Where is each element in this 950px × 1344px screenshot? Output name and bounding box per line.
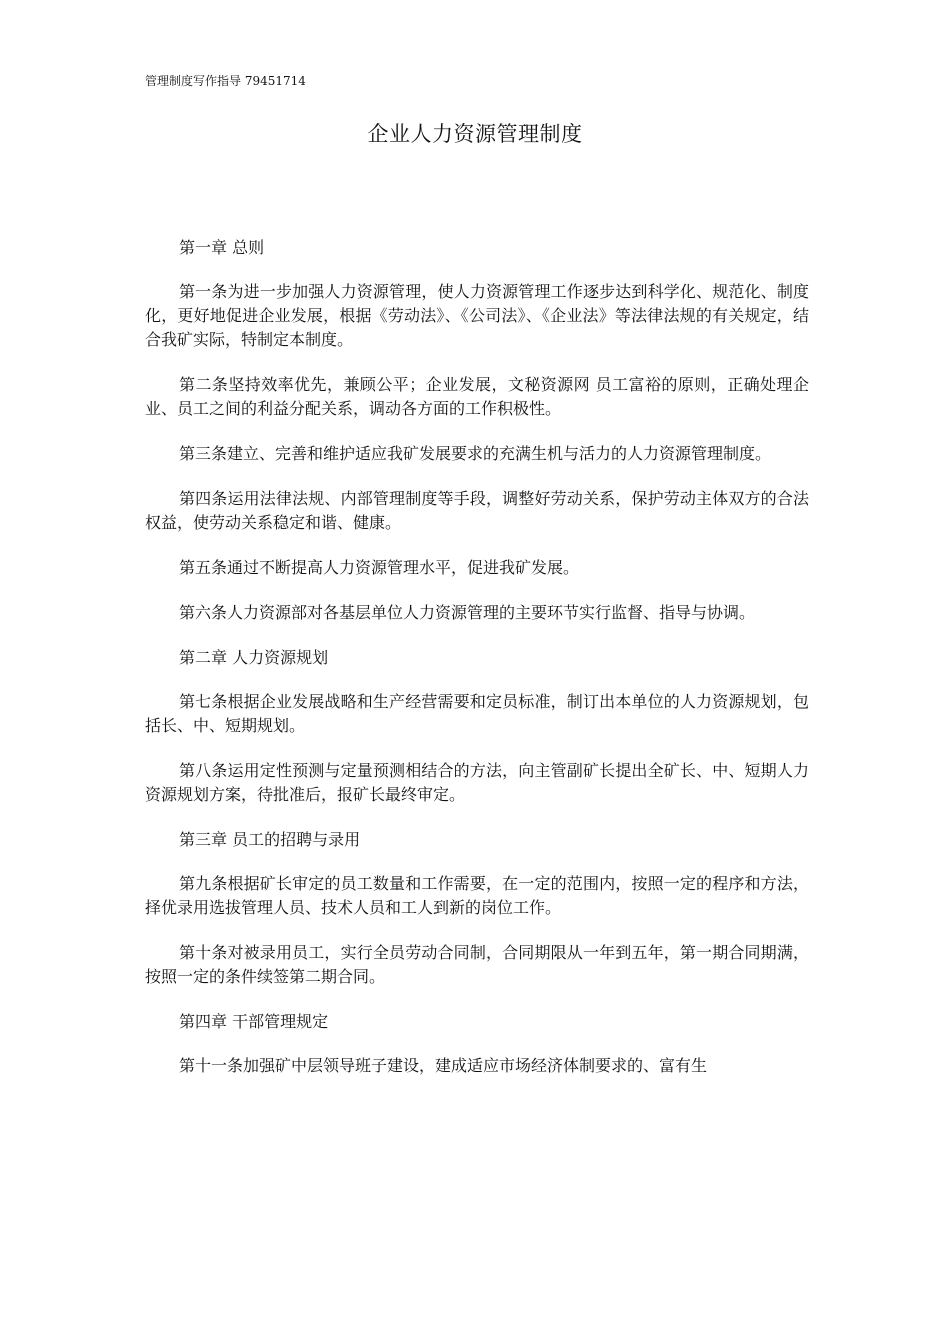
article-paragraph: 第七条根据企业发展战略和生产经营需要和定员标准，制订出本单位的人力资源规划，包括长、中、短期规划。 xyxy=(145,692,809,735)
article-paragraph: 第八条运用定性预测与定量预测相结合的方法，向主管副矿长提出全矿长、中、短期人力资源规划方案，待批准后，报矿长最终审定。 xyxy=(145,761,809,804)
chapter-heading: 第二章 人力资源规划 xyxy=(179,648,329,667)
article-paragraph: 第二条坚持效率优先，兼顾公平；企业发展，文秘资源网 员工富裕的原则，正确处理企业、员工之间的利益分配关系，调动各方面的工作积极性。 xyxy=(145,375,809,418)
chapter-heading: 第三章 员工的招聘与录用 xyxy=(179,830,361,849)
article-paragraph: 第四条运用法律法规、内部管理制度等手段，调整好劳动关系，保护劳动主体双方的合法权益，使劳动关系稳定和谐、健康。 xyxy=(145,489,809,532)
document-header: 管理制度写作指导 79451714 xyxy=(145,74,306,88)
chapter-heading: 第一章 总则 xyxy=(179,238,265,257)
article-paragraph: 第一条为进一步加强人力资源管理，使人力资源管理工作逐步达到科学化、规范化、制度化，更好地促进企业发展，根据《劳动法》、《公司法》、《企业法》等法律法规的有关规定，结合我矿实际，特制定本制度。 xyxy=(145,282,809,349)
document-title: 企业人力资源管理制度 xyxy=(367,122,583,146)
article-paragraph: 第十一条加强矿中层领导班子建设，建成适应市场经济体制要求的、富有生 xyxy=(179,1056,708,1075)
article-paragraph: 第十条对被录用员工，实行全员劳动合同制，合同期限从一年到五年，第一期合同期满，按照一定的条件续签第二期合同。 xyxy=(145,943,809,986)
article-paragraph: 第三条建立、完善和维护适应我矿发展要求的充满生机与活力的人力资源管理制度。 xyxy=(179,444,772,463)
article-paragraph: 第六条人力资源部对各基层单位人力资源管理的主要环节实行监督、指导与协调。 xyxy=(179,603,756,622)
document-body xyxy=(145,236,809,1099)
chapter-heading: 第四章 干部管理规定 xyxy=(179,1012,329,1031)
article-paragraph: 第五条通过不断提高人力资源管理水平，促进我矿发展。 xyxy=(179,558,580,577)
article-paragraph: 第九条根据矿长审定的员工数量和工作需要，在一定的范围内，按照一定的程序和方法，择优录用选拔管理人员、技术人员和工人到新的岗位工作。 xyxy=(145,874,809,917)
